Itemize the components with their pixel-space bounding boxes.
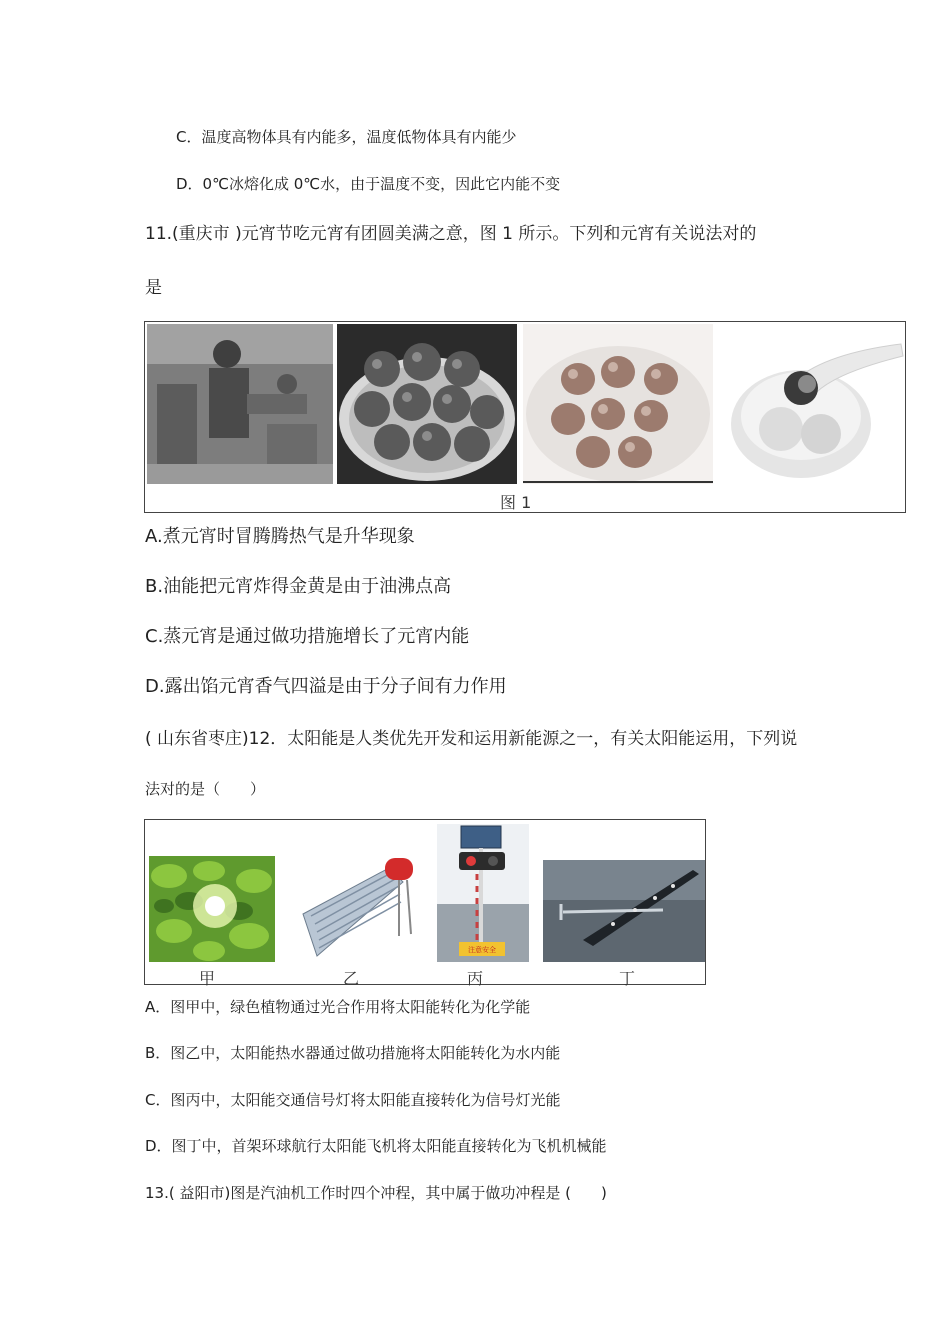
q11-stem: 11.(重庆市 )元宵节吃元宵有团圆美满之意，图 1 所示。下列和元宵有关说法对的 xyxy=(145,224,757,244)
q10-option-c: C．温度高物体具有内能多，温度低物体具有内能少 xyxy=(176,128,517,146)
q12-option-d: D．图丁中，首架环球航行太阳能飞机将太阳能直接转化为飞机机械能 xyxy=(145,1137,607,1155)
photo-solar-airplane xyxy=(543,860,705,962)
q11-stem-cont: 是 xyxy=(145,278,162,298)
photo-fried-yuanxiao xyxy=(337,324,517,484)
figure-1-caption: 图 1 xyxy=(500,493,532,512)
q12-option-a: A．图甲中，绿色植物通过光合作用将太阳能转化为化学能 xyxy=(145,998,531,1016)
q11-option-b: B.油能把元宵炸得金黄是由于油沸点高 xyxy=(145,576,452,597)
q11-option-a: A.煮元宵时冒腾腾热气是升华现象 xyxy=(145,526,415,547)
photo-leaves-sunlight xyxy=(149,856,275,962)
q12-stem: ( 山东省枣庄)12．太阳能是人类优先开发和运用新能源之一，有关太阳能运用，下列说 xyxy=(145,729,798,749)
figure-1 xyxy=(144,321,906,513)
q11-option-c: C.蒸元宵是通过做功措施增长了元宵内能 xyxy=(145,626,470,647)
photo-steamed-yuanxiao xyxy=(523,324,713,484)
q12-stem-cont: 法对的是（ ） xyxy=(145,780,266,798)
figure-solar xyxy=(144,819,706,988)
photo-yuanxiao-bowl xyxy=(721,324,905,488)
q11-option-d: D.露出馅元宵香气四溢是由于分子间有力作用 xyxy=(145,676,507,697)
label-jia: 甲 xyxy=(199,969,216,988)
photo-solar-traffic-light xyxy=(437,824,529,962)
label-bing: 丙 xyxy=(467,969,484,988)
q13-stem: 13.( 益阳市)图是汽油机工作时四个冲程，其中属于做功冲程是 ( ) xyxy=(145,1184,607,1202)
q10-option-d: D．0℃冰熔化成 0℃水，由于温度不变，因此它内能不变 xyxy=(176,175,561,193)
photo-festival-scene xyxy=(147,324,333,484)
q12-option-b: B．图乙中，太阳能热水器通过做功措施将太阳能转化为水内能 xyxy=(145,1044,561,1062)
photo-solar-water-heater xyxy=(299,856,417,962)
label-yi: 乙 xyxy=(343,969,360,988)
label-ding: 丁 xyxy=(619,969,636,988)
q12-option-c: C．图丙中，太阳能交通信号灯将太阳能直接转化为信号灯光能 xyxy=(145,1091,561,1109)
sign-text: 注意安全 xyxy=(468,946,496,954)
